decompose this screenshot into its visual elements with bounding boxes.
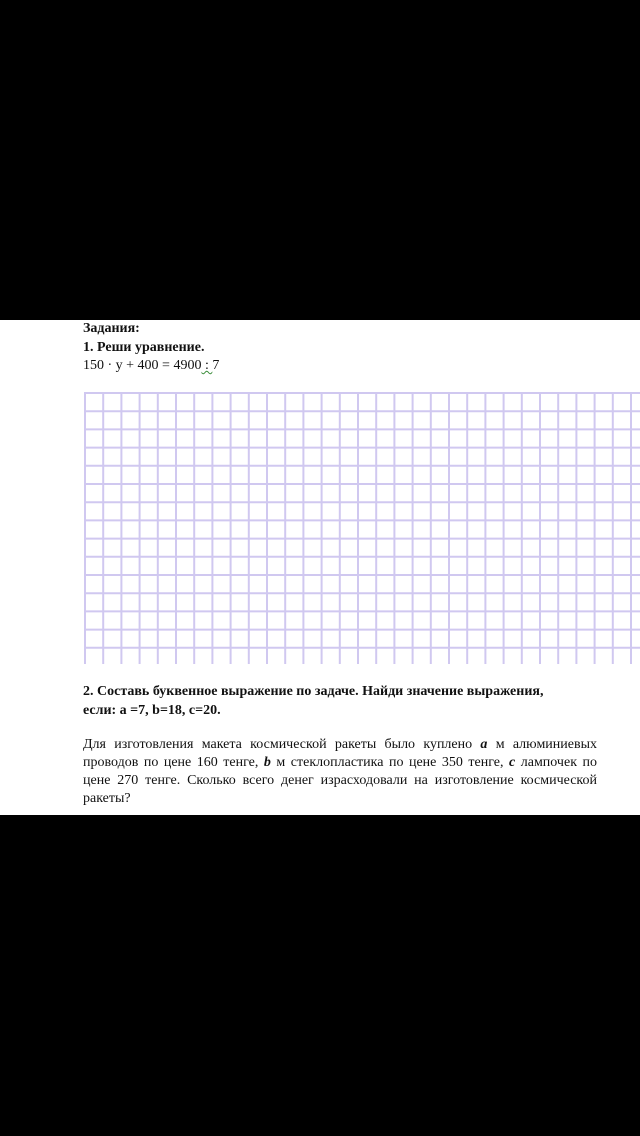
problem-part2: м алюминиевых проводов по цене 160 тенге, (83, 737, 598, 770)
variable-c: c (509, 755, 516, 770)
problem-part1: Для изготовления макета космической ракеты было куплено (83, 737, 481, 752)
variable-b: b (263, 755, 271, 770)
graph-paper-grid (84, 392, 640, 664)
equation-right: 7 (212, 358, 220, 373)
document-page (0, 320, 640, 815)
problem-part3: м стеклопластика по цене 350 тенге, (270, 755, 510, 770)
tasks-heading: Задания: (83, 321, 140, 336)
task1-title: 1. Реши уравнение. (83, 340, 205, 355)
task2-title-line2: если: a =7, b=18, c=20. (83, 703, 221, 718)
equation-operator: : (201, 358, 213, 373)
task2-title-line1: 2. Составь буквенное выражение по задаче. Найди значение выражения, (83, 684, 544, 699)
word-problem-text (83, 736, 597, 808)
variable-a: a (480, 737, 488, 752)
task1-equation (83, 358, 219, 374)
problem-part4: лампочек по цене 270 тенге. Сколько всего денег израсходовали на изготовление космической ракеты? (83, 755, 597, 806)
equation-left: 150 · y + 400 = 4900 (83, 358, 202, 373)
